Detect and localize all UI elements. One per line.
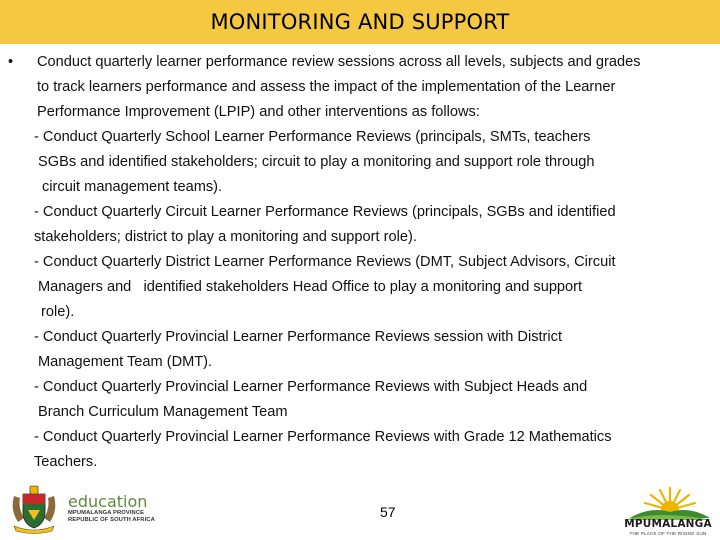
sub-item-circuit-review: [0, 200, 720, 250]
page-number: 57: [380, 504, 396, 520]
mpumalanga-word: MPUMALANGA: [624, 518, 712, 530]
bullet-line: to track learners performance and assess the impact of the implementation of the Learner: [37, 79, 616, 95]
sub-item-continuation: role).: [41, 304, 75, 320]
education-logo-text: [68, 493, 155, 524]
sub-item-continuation: SGBs and identified stakeholders; circuit to play a monitoring and support role through: [38, 154, 595, 170]
sub-item-continuation: circuit management teams).: [42, 179, 223, 195]
education-province-line: MPUMALANGA PROVINCE: [68, 509, 145, 516]
sub-item-text: - Conduct Quarterly Provincial Learner Performance Reviews with Grade 12 Mathematics: [34, 429, 612, 445]
sub-item-text: - Conduct Quarterly Provincial Learner Performance Reviews session with District: [34, 329, 562, 345]
bullet-symbol: •: [8, 54, 14, 70]
sub-item-text: - Conduct Quarterly Provincial Learner Performance Reviews with Subject Heads and: [34, 379, 588, 395]
mpumalanga-tagline: THE PLACE OF THE RISING SUN: [629, 531, 707, 536]
sub-item-text: - Conduct Quarterly School Learner Performance Reviews (principals, SMTs, teachers: [34, 129, 591, 145]
slide-content: [0, 50, 720, 475]
sub-item-provincial-dmt-review: [0, 325, 720, 375]
bullet-line: Conduct quarterly learner performance review sessions across all levels, subjects and grades: [37, 54, 641, 70]
footer: [0, 478, 720, 540]
sub-item-continuation: Teachers.: [34, 454, 98, 470]
sub-item-text: - Conduct Quarterly District Learner Performance Reviews (DMT, Subject Advisors, Circuit: [34, 254, 616, 270]
mpumalanga-logo: [620, 484, 716, 538]
title-bar: [0, 0, 720, 44]
main-bullet: [0, 50, 720, 125]
sub-item-continuation: Branch Curriculum Management Team: [38, 404, 288, 420]
education-country-line: REPUBLIC OF SOUTH AFRICA: [68, 516, 155, 523]
sub-item-provincial-grade12-review: [0, 425, 720, 475]
sub-item-continuation: Managers and identified stakeholders Head Office to play a monitoring and support: [38, 279, 583, 295]
education-word: education: [68, 491, 148, 511]
sub-item-continuation: Management Team (DMT).: [38, 354, 213, 370]
sub-item-provincial-subject-heads-review: [0, 375, 720, 425]
education-logo: [6, 482, 155, 534]
sub-item-school-review: [0, 125, 720, 200]
sub-item-district-review: [0, 250, 720, 325]
coat-of-arms-icon: [6, 482, 62, 534]
rising-sun-icon: [620, 484, 716, 520]
sub-item-text: - Conduct Quarterly Circuit Learner Performance Reviews (principals, SGBs and identified: [34, 204, 616, 220]
sub-item-continuation: stakeholders; district to play a monitoring and support role).: [34, 229, 417, 245]
slide-title: MONITORING AND SUPPORT: [210, 10, 510, 34]
bullet-line: Performance Improvement (LPIP) and other interventions as follows:: [37, 104, 480, 120]
